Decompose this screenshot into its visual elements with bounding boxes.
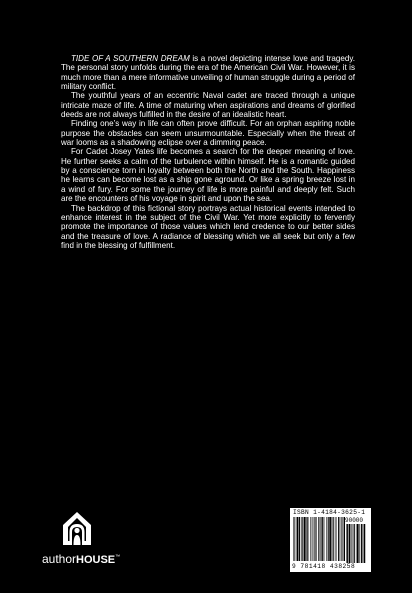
- isbn-label: ISBN 1-4184-3625-1: [293, 509, 366, 516]
- ean-barcode-bars: [293, 517, 345, 563]
- blurb-paragraph-2: The youthful years of an eccentric Naval cadet are traced through a unique intricate maze of life. A time of maturing when aspirations and dreams of glorified deeds are not always fulfilled in the desire of an idealistic heart.: [61, 91, 355, 120]
- publisher-name: authorHOUSE™: [42, 552, 121, 566]
- book-title: TIDE OF A SOUTHERN DREAM: [71, 54, 190, 63]
- isbn-barcode: [290, 508, 371, 572]
- blurb-paragraph-1-text: is a novel depicting intense love and tragedy. The personal story unfolds during the era of the American Civil War. However, it is much more than a mere informative unveiling of human struggle during a period of military conflict.: [61, 54, 355, 92]
- addon-barcode-bars: [346, 524, 368, 563]
- ean-digits: 9 781418 438258: [292, 563, 356, 570]
- publisher-logo: [42, 508, 121, 570]
- authorhouse-house-icon: [61, 508, 93, 546]
- blurb-paragraph-4: For Cadet Josey Yates life becomes a search for the deeper meaning of love. He further seeks a calm of the turbulence within himself. He is a romantic guided by a conscience torn in loyalty between both the North and the South. Happiness he learns can become lost as a ship gone aground. Or like a spring breeze lost in a wind of fury. For some the journey of life is more painful and deeply felt. Such are the encounters of his voyage in spirit and upon the sea.: [61, 147, 355, 204]
- blurb-paragraph-3: Finding one’s way in life can often prove difficult. For an orphan aspiring noble purpose the obstacles can seem unsurmountable. Especially when the threat of war looms as a shadowing eclipse over a dimming peace.: [61, 119, 355, 148]
- blurb-paragraph-1: [61, 54, 355, 91]
- price-code: 90000: [345, 517, 364, 524]
- back-cover-blurb: [61, 54, 355, 250]
- blurb-paragraph-5: The backdrop of this fictional story portrays actual historical events intended to enhance interest in the subject of the Civil War. Yet more explicitly to fervently promote the importance of those values which lend credence to our better sides and the treasure of love. A radiance of blessing which we all seek but only a few find in the blessing of fulfillment.: [61, 203, 355, 250]
